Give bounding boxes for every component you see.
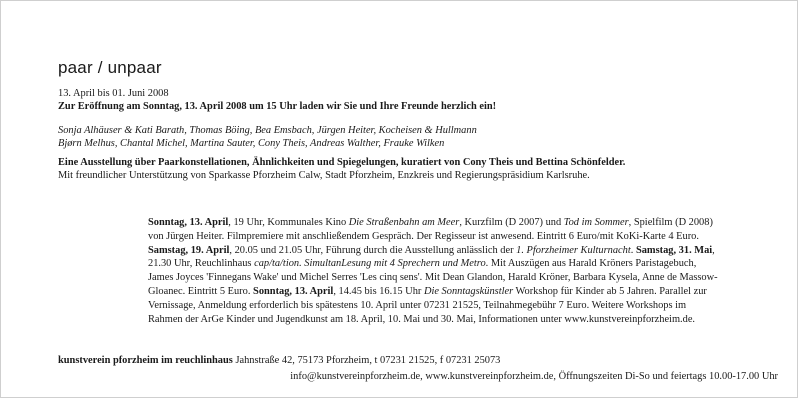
artist-line-2: Bjørn Melhus, Chantal Michel, Martina Sauter, Cony Theis, Andreas Walther, Frauke Wilken: [58, 138, 445, 149]
program-line: Vernissage, Anmeldung erforderlich bis spätestens 10. April unter 07231 21525, Teilnahmegebühr 7 Euro. Weitere Workshops im: [148, 299, 687, 311]
organization-name: kunstverein pforzheim im reuchlinhaus: [58, 355, 233, 366]
footer-address-line: [58, 353, 778, 369]
program-line: 21.30 Uhr, Reuchlinhaus cap/ta/tion. SimultanLesung mit 4 Sprechern und Metro. Mit Auszügen aus Harald Kröners Paristagebuch,: [148, 258, 697, 270]
artist-line-1: Sonja Alhäuser & Kati Barath, Thomas Böing, Bea Emsbach, Jürgen Heiter, Kocheisen & Hullmann: [58, 125, 477, 136]
footer: [58, 353, 778, 385]
program-line: Sonntag, 13. April, 19 Uhr, Kommunales Kino Die Straßenbahn am Meer, Kurzfilm (D 2007) und Tod im Sommer, Spielfilm (D 2008): [148, 217, 713, 228]
description-curators: Eine Ausstellung über Paarkonstellationen, Ähnlichkeiten und Spiegelungen, kuratiert von Cony Theis und Bettina Schönfelder.: [58, 157, 626, 168]
program-line: von Jürgen Heiter. Filmpremiere mit anschließendem Gespräch. Der Regisseur ist anwesend. Eintritt 6 Euro/mit KoKi-Karte 4 Euro.: [148, 230, 699, 242]
program-line: Samstag, 19. April, 20.05 und 21.05 Uhr, Führung durch die Ausstellung anlässlich der 1. Pforzheimer Kulturnacht. Samstag, 31. Mai,: [148, 244, 715, 256]
footer-contact-line: info@kunstvereinpforzheim.de, www.kunstvereinpforzheim.de, Öffnungszeiten Di-So und feiertags 10.00-17.00 Uhr: [290, 371, 778, 382]
opening-invitation: Zur Eröffnung am Sonntag, 13. April 2008 um 15 Uhr laden wir Sie und Ihre Freunde herzlich ein!: [58, 101, 497, 112]
exhibition-dates: 13. April bis 01. Juni 2008: [58, 88, 169, 99]
exhibition-description: [58, 156, 625, 182]
program-line: Rahmen der ArGe Kinder und Jugendkunst am 18. April, 10. Mai und 30. Mai, Informationen unter www.kunstvereinpforzheim.de.: [148, 313, 696, 325]
artist-list: [58, 124, 477, 150]
program-line: James Joyces 'Finnegans Wake' und Michel Serres 'Les cinq sens'. Mit Dean Glandon, Harald Kröner, Barbara Kysela, Anne de Massow-: [148, 272, 718, 284]
event-program: [148, 216, 788, 326]
description-sponsors: Mit freundlicher Unterstützung von Sparkasse Pforzheim Calw, Stadt Pforzheim, Enzkreis und Regierungspräsidium Karlsruhe.: [58, 170, 590, 181]
organization-address: Jahnstraße 42, 75173 Pforzheim, t 07231 21525, f 07231 25073: [232, 355, 501, 366]
program-line: Gloanec. Eintritt 5 Euro. Sonntag, 13. April, 14.45 bis 16.15 Uhr Die Sonntagskünstler Workshop für Kinder ab 5 Jahren. Parallel zur: [148, 285, 707, 297]
exhibition-title: paar / unpaar: [58, 58, 162, 77]
